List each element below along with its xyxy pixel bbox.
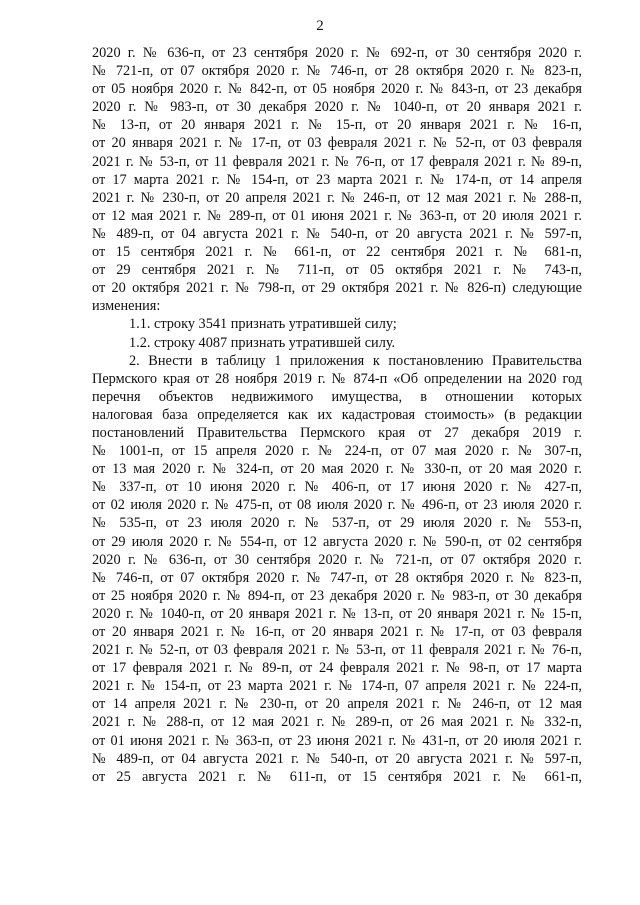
text-line: от 14 апреля 2021 г. № 230-п, от 20 апреля 2021 г. № 246-п, от 12 мая — [92, 696, 582, 713]
text-line: № 489-п, от 04 августа 2021 г. № 540-п, от 20 августа 2021 г. № 597-п, — [92, 225, 582, 242]
text-line: от 17 февраля 2021 г. № 89-п, от 24 февраля 2021 г. № 98-п, от 17 марта — [92, 660, 582, 677]
text-line: от 17 марта 2021 г. № 154-п, от 23 марта 2021 г. № 174-п, от 14 апреля — [92, 171, 582, 188]
text-line: 2020 г. № 636-п, от 23 сентября 2020 г. № 692-п, от 30 сентября 2020 г. — [92, 45, 582, 61]
text-line: от 29 июля 2020 г. № 554-п, от 12 августа 2020 г. № 590-п, от 02 сентября — [92, 533, 582, 550]
text-line: перечня объектов недвижимого имущества, в отношении которых — [92, 388, 582, 405]
text-line: 2021 г. № 154-п, от 23 марта 2021 г. № 174-п, 07 апреля 2021 г. № 224-п, — [92, 678, 582, 695]
text-line: 1.2. строку 4087 признать утратившей силу. — [129, 334, 396, 351]
text-line: от 12 мая 2021 г. № 289-п, от 01 июня 2021 г. № 363-п, от 20 июля 2021 г. — [92, 207, 582, 224]
text-line: от 25 августа 2021 г. № 611-п, от 15 сентября 2021 г. № 661-п, — [92, 768, 582, 785]
text-line: № 721-п, от 07 октября 2020 г. № 746-п, от 28 октября 2020 г. № 823-п, — [92, 63, 582, 80]
page-number: 2 — [316, 18, 324, 34]
text-line: 1.1. строку 3541 признать утратившей силу; — [129, 316, 397, 333]
text-line: № 746-п, от 07 октября 2020 г. № 747-п, от 28 октября 2020 г. № 823-п, — [92, 569, 582, 586]
text-line: Пермского края от 28 ноября 2019 г. № 874-п «Об определении на 2020 год — [92, 370, 582, 387]
text-line: от 02 июля 2020 г. № 475-п, от 08 июля 2020 г. № 496-п, от 23 июля 2020 г. — [92, 497, 582, 514]
text-line: от 20 октября 2021 г. № 798-п, от 29 октября 2021 г. № 826-п) следующие — [92, 280, 582, 297]
text-line: 2021 г. № 52-п, от 03 февраля 2021 г. № 53-п, от 11 февраля 2021 г. № 76-п, — [92, 642, 582, 659]
text-line: 2021 г. № 288-п, от 12 мая 2021 г. № 289-п, от 26 мая 2021 г. № 332-п, — [92, 714, 582, 731]
text-line: от 25 ноября 2020 г. № 894-п, от 23 декабря 2020 г. № 983-п, от 30 декабря — [92, 587, 582, 604]
text-line: от 05 ноября 2020 г. № 842-п, от 05 ноября 2020 г. № 843-п, от 23 декабря — [92, 81, 582, 98]
text-line: 2020 г. № 1040-п, от 20 января 2021 г. № 13-п, от 20 января 2021 г. № 15-п, — [92, 605, 582, 622]
text-line: № 13-п, от 20 января 2021 г. № 15-п, от 20 января 2021 г. № 16-п, — [92, 117, 582, 134]
text-line: постановлений Правительства Пермского края от 27 декабря 2019 г. — [92, 424, 582, 441]
text-line: от 01 июня 2021 г. № 363-п, от 23 июня 2021 г. № 431-п, от 20 июля 2021 г. — [92, 732, 582, 749]
text-line: 2021 г. № 230-п, от 20 апреля 2021 г. № 246-п, от 12 мая 2021 г. № 288-п, — [92, 189, 582, 206]
text-line: № 535-п, от 23 июля 2020 г. № 537-п, от 29 июля 2020 г. № 553-п, — [92, 515, 582, 532]
text-line: изменения: — [92, 298, 161, 315]
text-line: № 337-п, от 10 июня 2020 г. № 406-п, от 17 июня 2020 г. № 427-п, — [92, 479, 582, 496]
document-body — [92, 44, 582, 786]
text-line: 2020 г. № 983-п, от 30 декабря 2020 г. № 1040-п, от 20 января 2021 г. — [92, 99, 582, 116]
text-line: 2020 г. № 636-п, от 30 сентября 2020 г. № 721-п, от 07 октября 2020 г. — [92, 551, 582, 568]
text-line: от 29 сентября 2021 г. № 711-п, от 05 октября 2021 г. № 743-п, — [92, 262, 582, 279]
text-line: от 13 мая 2020 г. № 324-п, от 20 мая 2020 г. № 330-п, от 20 мая 2020 г. — [92, 461, 582, 478]
text-line: от 20 января 2021 г. № 17-п, от 03 февраля 2021 г. № 52-п, от 03 февраля — [92, 135, 582, 152]
text-line: № 1001-п, от 15 апреля 2020 г. № 224-п, от 07 мая 2020 г. № 307-п, — [92, 443, 582, 460]
text-line: от 20 января 2021 г. № 16-п, от 20 января 2021 г. № 17-п, от 03 февраля — [92, 624, 582, 640]
text-line: от 15 сентября 2021 г. № 661-п, от 22 сентября 2021 г. № 681-п, — [92, 244, 582, 261]
text-line: 2021 г. № 53-п, от 11 февраля 2021 г. № 76-п, от 17 февраля 2021 г. № 89-п, — [92, 153, 582, 170]
text-line: налоговая база определяется как их кадастровая стоимость» (в редакции — [92, 406, 582, 423]
text-line: № 489-п, от 04 августа 2021 г. № 540-п, от 20 августа 2021 г. № 597-п, — [92, 750, 582, 767]
text-line: 2. Внести в таблицу 1 приложения к постановлению Правительства — [129, 352, 582, 369]
